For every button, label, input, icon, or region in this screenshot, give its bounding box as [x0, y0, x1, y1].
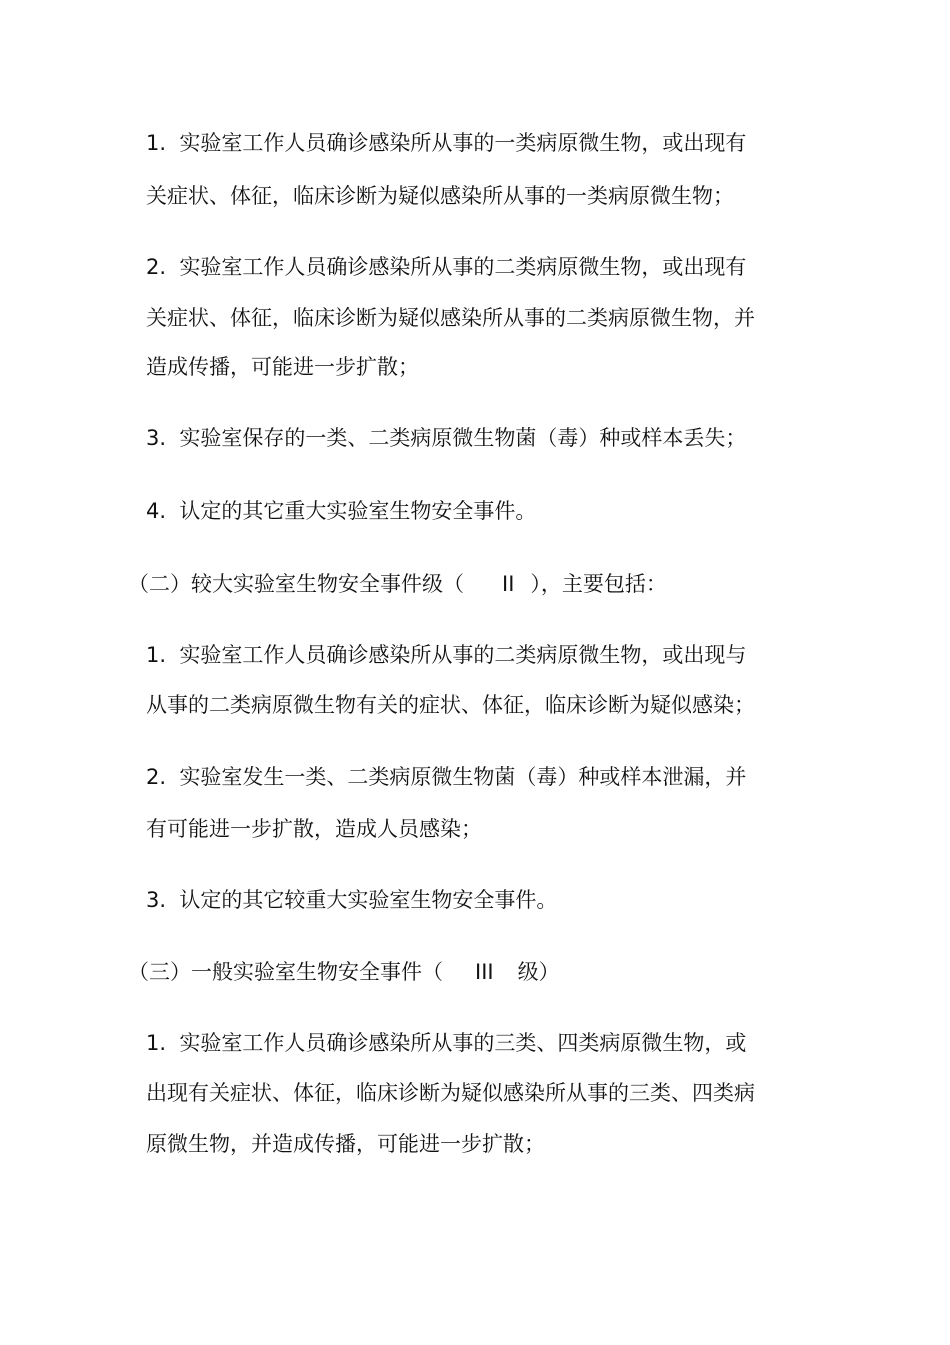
item-number: 1.	[146, 131, 167, 155]
item-number: 2.	[146, 765, 167, 789]
item-2-2-line-2: 有可能进一步扩散，造成人员感染；	[146, 817, 482, 841]
item-text: 实验室工作人员确诊感染所从事的一类病原微生物，或出现有	[179, 131, 747, 155]
heading-roman: III	[475, 960, 494, 984]
item-number: 1.	[146, 643, 167, 667]
item-number: 2.	[146, 255, 167, 279]
item-2-line-1	[146, 255, 746, 279]
section-heading-3	[128, 960, 560, 984]
item-text: 认定的其它较重大实验室生物安全事件。	[179, 888, 558, 912]
item-2-1-line-1	[146, 643, 746, 667]
item-number: 4.	[146, 499, 167, 523]
item-2-1-line-2: 从事的二类病原微生物有关的症状、体征，临床诊断为疑似感染；	[146, 693, 755, 717]
heading-text: 级）	[517, 960, 560, 984]
item-3-line-1	[146, 426, 746, 450]
item-text: 实验室保存的一类、二类病原微生物菌（毒）种或样本丢失；	[179, 426, 747, 450]
item-3-1-line-3: 原微生物，并造成传播，可能进一步扩散；	[146, 1132, 545, 1156]
item-text: 实验室工作人员确诊感染所从事的二类病原微生物，或出现与	[179, 643, 747, 667]
item-3-1-line-2: 出现有关症状、体征，临床诊断为疑似感染所从事的三类、四类病	[146, 1081, 755, 1105]
item-2-line-2: 关症状、体征，临床诊断为疑似感染所从事的二类病原微生物，并	[146, 306, 755, 330]
item-number: 3.	[146, 426, 167, 450]
heading-text: （三）一般实验室生物安全事件（	[128, 960, 443, 984]
item-1-line-2: 关症状、体征，临床诊断为疑似感染所从事的一类病原微生物；	[146, 184, 734, 208]
item-3-1-line-1	[146, 1031, 746, 1055]
item-4-line-1	[146, 499, 536, 523]
item-2-line-3: 造成传播，可能进一步扩散；	[146, 355, 419, 379]
heading-text: （二）较大实验室生物安全事件级（	[128, 572, 464, 596]
item-1-line-1	[146, 131, 746, 155]
item-text: 实验室工作人员确诊感染所从事的三类、四类病原微生物，或	[179, 1031, 747, 1055]
item-text: 认定的其它重大实验室生物安全事件。	[179, 499, 537, 523]
item-number: 1.	[146, 1031, 167, 1055]
section-heading-2	[128, 572, 667, 596]
item-2-3-line-1	[146, 888, 557, 912]
item-2-2-line-1	[146, 765, 746, 789]
item-text: 实验室工作人员确诊感染所从事的二类病原微生物，或出现有	[179, 255, 747, 279]
heading-text: ），主要包括：	[530, 572, 667, 596]
heading-roman: II	[502, 572, 515, 596]
item-number: 3.	[146, 888, 167, 912]
item-text: 实验室发生一类、二类病原微生物菌（毒）种或样本泄漏，并	[179, 765, 747, 789]
